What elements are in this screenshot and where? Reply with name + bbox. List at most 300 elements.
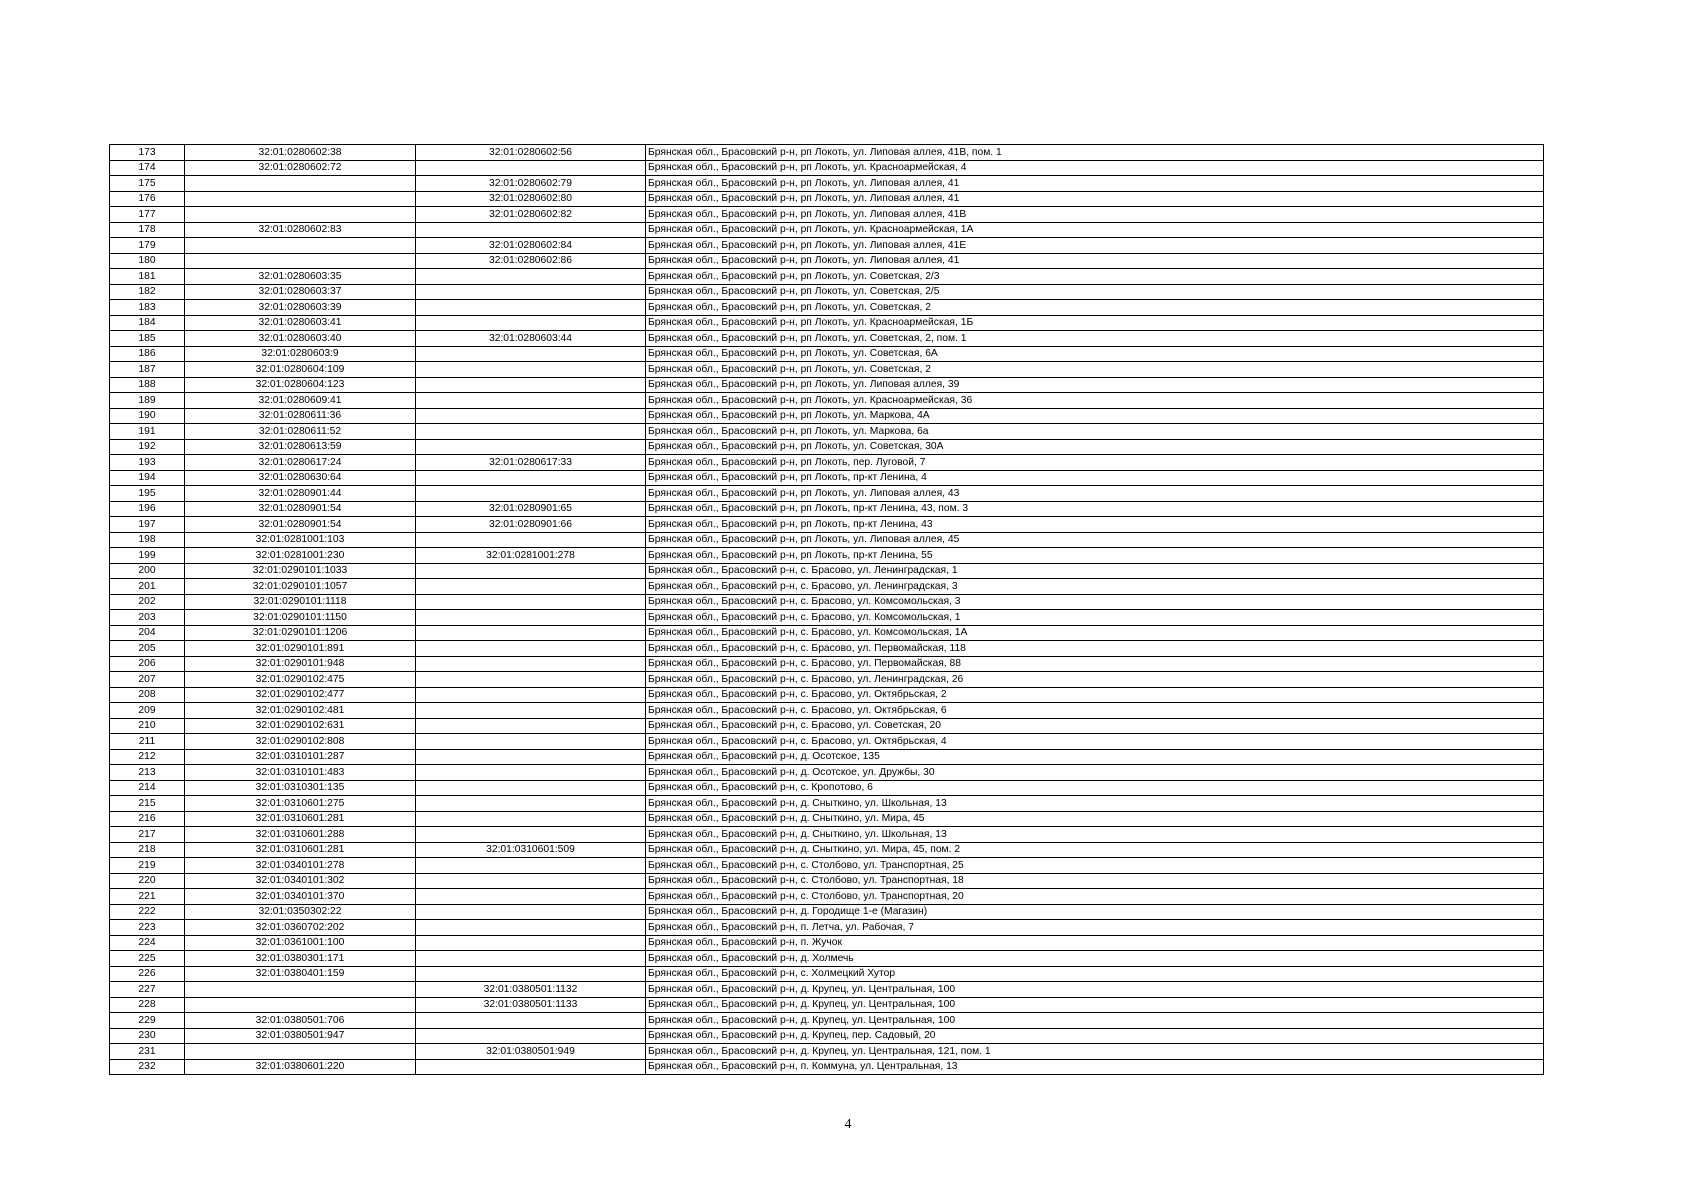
table-row (110, 486, 1544, 502)
row-number-cell: 202 (110, 594, 185, 610)
cadastral-number-cell: 32:01:0290102:481 (185, 703, 416, 719)
table-row (110, 687, 1544, 703)
row-number-cell: 174 (110, 160, 185, 176)
row-number-cell: 232 (110, 1059, 185, 1075)
table-row (110, 1028, 1544, 1044)
room-cadastral-number-cell (416, 470, 646, 486)
address-cell: Брянская обл., Брасовский р-н, с. Брасово, ул. Первомайская, 88 (646, 656, 1544, 672)
room-cadastral-number-cell (416, 625, 646, 641)
table-row (110, 625, 1544, 641)
cadastral-number-cell: 32:01:0340101:370 (185, 889, 416, 905)
address-cell: Брянская обл., Брасовский р-н, с. Брасово, ул. Первомайская, 118 (646, 641, 1544, 657)
address-cell: Брянская обл., Брасовский р-н, д. Крупец, ул. Центральная, 100 (646, 982, 1544, 998)
cadastral-number-cell: 32:01:0280603:39 (185, 300, 416, 316)
row-number-cell: 211 (110, 734, 185, 750)
table-row (110, 284, 1544, 300)
row-number-cell: 220 (110, 873, 185, 889)
room-cadastral-number-cell (416, 827, 646, 843)
row-number-cell: 222 (110, 904, 185, 920)
table-row (110, 315, 1544, 331)
table-row (110, 827, 1544, 843)
table-row (110, 408, 1544, 424)
address-cell: Брянская обл., Брасовский р-н, рп Локоть, ул. Маркова, 6а (646, 424, 1544, 440)
table-row (110, 563, 1544, 579)
address-cell: Брянская обл., Брасовский р-н, с. Брасово, ул. Октябрьская, 6 (646, 703, 1544, 719)
address-cell: Брянская обл., Брасовский р-н, рп Локоть, пр-кт Ленина, 43, пом. 3 (646, 501, 1544, 517)
row-number-cell: 176 (110, 191, 185, 207)
cadastral-number-cell: 32:01:0310601:281 (185, 842, 416, 858)
address-cell: Брянская обл., Брасовский р-н, рп Локоть, пр-кт Ленина, 43 (646, 517, 1544, 533)
address-cell: Брянская обл., Брасовский р-н, с. Брасово, ул. Комсомольская, 3 (646, 594, 1544, 610)
cadastral-number-cell (185, 207, 416, 223)
cadastral-number-cell: 32:01:0290101:1206 (185, 625, 416, 641)
table-row (110, 749, 1544, 765)
room-cadastral-number-cell (416, 966, 646, 982)
room-cadastral-number-cell (416, 579, 646, 595)
row-number-cell: 177 (110, 207, 185, 223)
table-row (110, 191, 1544, 207)
address-cell: Брянская обл., Брасовский р-н, рп Локоть, ул. Советская, 30А (646, 439, 1544, 455)
cadastral-number-cell: 32:01:0280603:37 (185, 284, 416, 300)
room-cadastral-number-cell: 32:01:0280602:79 (416, 176, 646, 192)
row-number-cell: 200 (110, 563, 185, 579)
room-cadastral-number-cell (416, 1059, 646, 1075)
table-row (110, 1044, 1544, 1060)
address-cell: Брянская обл., Брасовский р-н, д. Крупец, ул. Центральная, 121, пом. 1 (646, 1044, 1544, 1060)
row-number-cell: 173 (110, 145, 185, 161)
room-cadastral-number-cell (416, 532, 646, 548)
cadastral-number-cell: 32:01:0290101:1033 (185, 563, 416, 579)
cadastral-number-cell: 32:01:0310601:281 (185, 811, 416, 827)
address-cell: Брянская обл., Брасовский р-н, с. Столбово, ул. Транспортная, 18 (646, 873, 1544, 889)
room-cadastral-number-cell (416, 377, 646, 393)
table-row (110, 424, 1544, 440)
room-cadastral-number-cell: 32:01:0280617:33 (416, 455, 646, 471)
address-cell: Брянская обл., Брасовский р-н, п. Коммуна, ул. Центральная, 13 (646, 1059, 1544, 1075)
address-cell: Брянская обл., Брасовский р-н, с. Брасово, ул. Комсомольская, 1 (646, 610, 1544, 626)
room-cadastral-number-cell (416, 300, 646, 316)
room-cadastral-number-cell (416, 594, 646, 610)
address-cell: Брянская обл., Брасовский р-н, с. Брасово, ул. Октябрьская, 2 (646, 687, 1544, 703)
table-row (110, 656, 1544, 672)
address-cell: Брянская обл., Брасовский р-н, д. Городище 1-е (Магазин) (646, 904, 1544, 920)
address-cell: Брянская обл., Брасовский р-н, рп Локоть, ул. Маркова, 4А (646, 408, 1544, 424)
address-cell: Брянская обл., Брасовский р-н, рп Локоть, ул. Красноармейская, 1Б (646, 315, 1544, 331)
cadastral-number-cell: 32:01:0280604:123 (185, 377, 416, 393)
cadastral-number-cell: 32:01:0380501:947 (185, 1028, 416, 1044)
address-cell: Брянская обл., Брасовский р-н, с. Холмецкий Хутор (646, 966, 1544, 982)
table-row (110, 734, 1544, 750)
row-number-cell: 210 (110, 718, 185, 734)
room-cadastral-number-cell: 32:01:0310601:509 (416, 842, 646, 858)
address-cell: Брянская обл., Брасовский р-н, рп Локоть, пр-кт Ленина, 4 (646, 470, 1544, 486)
address-cell: Брянская обл., Брасовский р-н, д. Крупец, ул. Центральная, 100 (646, 1013, 1544, 1029)
table-row (110, 145, 1544, 161)
room-cadastral-number-cell (416, 734, 646, 750)
row-number-cell: 195 (110, 486, 185, 502)
table-row (110, 951, 1544, 967)
address-cell: Брянская обл., Брасовский р-н, рп Локоть, ул. Советская, 2/5 (646, 284, 1544, 300)
property-table (109, 144, 1544, 1075)
room-cadastral-number-cell (416, 486, 646, 502)
room-cadastral-number-cell: 32:01:0280602:56 (416, 145, 646, 161)
row-number-cell: 188 (110, 377, 185, 393)
address-cell: Брянская обл., Брасовский р-н, рп Локоть, ул. Красноармейская, 4 (646, 160, 1544, 176)
row-number-cell: 225 (110, 951, 185, 967)
cadastral-number-cell: 32:01:0310601:288 (185, 827, 416, 843)
address-cell: Брянская обл., Брасовский р-н, рп Локоть, ул. Советская, 6А (646, 346, 1544, 362)
row-number-cell: 205 (110, 641, 185, 657)
table-row (110, 222, 1544, 238)
cadastral-number-cell (185, 997, 416, 1013)
cadastral-number-cell: 32:01:0290101:948 (185, 656, 416, 672)
cadastral-number-cell: 32:01:0280603:9 (185, 346, 416, 362)
room-cadastral-number-cell (416, 362, 646, 378)
table-row (110, 1013, 1544, 1029)
address-cell: Брянская обл., Брасовский р-н, д. Сныткино, ул. Школьная, 13 (646, 827, 1544, 843)
address-cell: Брянская обл., Брасовский р-н, рп Локоть, ул. Советская, 2 (646, 362, 1544, 378)
row-number-cell: 221 (110, 889, 185, 905)
cadastral-number-cell: 32:01:0350302:22 (185, 904, 416, 920)
table-row (110, 517, 1544, 533)
room-cadastral-number-cell: 32:01:0280602:86 (416, 253, 646, 269)
row-number-cell: 197 (110, 517, 185, 533)
room-cadastral-number-cell (416, 1028, 646, 1044)
table-row (110, 594, 1544, 610)
row-number-cell: 226 (110, 966, 185, 982)
room-cadastral-number-cell (416, 284, 646, 300)
row-number-cell: 192 (110, 439, 185, 455)
room-cadastral-number-cell (416, 811, 646, 827)
room-cadastral-number-cell (416, 1013, 646, 1029)
cadastral-number-cell: 32:01:0280603:35 (185, 269, 416, 285)
cadastral-number-cell: 32:01:0310301:135 (185, 780, 416, 796)
address-cell: Брянская обл., Брасовский р-н, рп Локоть, ул. Советская, 2/3 (646, 269, 1544, 285)
cadastral-number-cell: 32:01:0290101:1118 (185, 594, 416, 610)
table-row (110, 935, 1544, 951)
cadastral-number-cell (185, 238, 416, 254)
row-number-cell: 223 (110, 920, 185, 936)
address-cell: Брянская обл., Брасовский р-н, рп Локоть, ул. Липовая аллея, 41В, пом. 1 (646, 145, 1544, 161)
room-cadastral-number-cell (416, 904, 646, 920)
room-cadastral-number-cell (416, 718, 646, 734)
row-number-cell: 181 (110, 269, 185, 285)
room-cadastral-number-cell: 32:01:0380501:949 (416, 1044, 646, 1060)
room-cadastral-number-cell (416, 408, 646, 424)
row-number-cell: 182 (110, 284, 185, 300)
row-number-cell: 203 (110, 610, 185, 626)
table-row (110, 904, 1544, 920)
table-row (110, 842, 1544, 858)
table-row (110, 393, 1544, 409)
table-row (110, 982, 1544, 998)
room-cadastral-number-cell (416, 641, 646, 657)
cadastral-number-cell: 32:01:0280611:52 (185, 424, 416, 440)
cadastral-number-cell: 32:01:0290101:891 (185, 641, 416, 657)
row-number-cell: 207 (110, 672, 185, 688)
cadastral-number-cell: 32:01:0340101:302 (185, 873, 416, 889)
row-number-cell: 196 (110, 501, 185, 517)
address-cell: Брянская обл., Брасовский р-н, д. Сныткино, ул. Мира, 45, пом. 2 (646, 842, 1544, 858)
table-row (110, 672, 1544, 688)
address-cell: Брянская обл., Брасовский р-н, рп Локоть, ул. Советская, 2 (646, 300, 1544, 316)
room-cadastral-number-cell: 32:01:0280602:84 (416, 238, 646, 254)
address-cell: Брянская обл., Брасовский р-н, с. Брасово, ул. Ленинградская, 1 (646, 563, 1544, 579)
room-cadastral-number-cell (416, 563, 646, 579)
room-cadastral-number-cell (416, 439, 646, 455)
room-cadastral-number-cell: 32:01:0380501:1133 (416, 997, 646, 1013)
room-cadastral-number-cell (416, 393, 646, 409)
row-number-cell: 214 (110, 780, 185, 796)
room-cadastral-number-cell: 32:01:0280603:44 (416, 331, 646, 347)
address-cell: Брянская обл., Брасовский р-н, п. Жучок (646, 935, 1544, 951)
table-row (110, 718, 1544, 734)
table-row (110, 470, 1544, 486)
cadastral-number-cell: 32:01:0380601:220 (185, 1059, 416, 1075)
table-row (110, 253, 1544, 269)
address-cell: Брянская обл., Брасовский р-н, рп Локоть, ул. Красноармейская, 36 (646, 393, 1544, 409)
cadastral-number-cell: 32:01:0280630:64 (185, 470, 416, 486)
address-cell: Брянская обл., Брасовский р-н, с. Брасово, ул. Комсомольская, 1А (646, 625, 1544, 641)
address-cell: Брянская обл., Брасовский р-н, с. Брасово, ул. Ленинградская, 3 (646, 579, 1544, 595)
cadastral-number-cell: 32:01:0290101:1150 (185, 610, 416, 626)
room-cadastral-number-cell: 32:01:0280901:66 (416, 517, 646, 533)
room-cadastral-number-cell (416, 703, 646, 719)
room-cadastral-number-cell: 32:01:0280602:82 (416, 207, 646, 223)
row-number-cell: 230 (110, 1028, 185, 1044)
cadastral-number-cell: 32:01:0281001:103 (185, 532, 416, 548)
table-row (110, 858, 1544, 874)
address-cell: Брянская обл., Брасовский р-н, д. Осотское, 135 (646, 749, 1544, 765)
address-cell: Брянская обл., Брасовский р-н, рп Локоть, пр-кт Ленина, 55 (646, 548, 1544, 564)
address-cell: Брянская обл., Брасовский р-н, рп Локоть, ул. Красноармейская, 1А (646, 222, 1544, 238)
row-number-cell: 178 (110, 222, 185, 238)
table-row (110, 1059, 1544, 1075)
address-cell: Брянская обл., Брасовский р-н, д. Осотское, ул. Дружбы, 30 (646, 765, 1544, 781)
row-number-cell: 216 (110, 811, 185, 827)
cadastral-number-cell: 32:01:0280611:36 (185, 408, 416, 424)
row-number-cell: 218 (110, 842, 185, 858)
table-row (110, 796, 1544, 812)
address-cell: Брянская обл., Брасовский р-н, рп Локоть, ул. Липовая аллея, 41Е (646, 238, 1544, 254)
room-cadastral-number-cell (416, 672, 646, 688)
cadastral-number-cell: 32:01:0380301:171 (185, 951, 416, 967)
cadastral-number-cell: 32:01:0310101:287 (185, 749, 416, 765)
cadastral-number-cell (185, 176, 416, 192)
address-cell: Брянская обл., Брасовский р-н, д. Крупец, пер. Садовый, 20 (646, 1028, 1544, 1044)
room-cadastral-number-cell (416, 346, 646, 362)
room-cadastral-number-cell (416, 858, 646, 874)
cadastral-number-cell: 32:01:0280602:83 (185, 222, 416, 238)
room-cadastral-number-cell: 32:01:0280901:65 (416, 501, 646, 517)
room-cadastral-number-cell (416, 796, 646, 812)
room-cadastral-number-cell (416, 765, 646, 781)
table-row (110, 269, 1544, 285)
row-number-cell: 199 (110, 548, 185, 564)
address-cell: Брянская обл., Брасовский р-н, рп Локоть, ул. Липовая аллея, 41В (646, 207, 1544, 223)
cadastral-number-cell (185, 253, 416, 269)
room-cadastral-number-cell (416, 873, 646, 889)
cadastral-number-cell: 32:01:0380501:706 (185, 1013, 416, 1029)
cadastral-number-cell (185, 982, 416, 998)
table-row (110, 160, 1544, 176)
table-row (110, 532, 1544, 548)
cadastral-number-cell: 32:01:0280603:41 (185, 315, 416, 331)
table-row (110, 455, 1544, 471)
room-cadastral-number-cell (416, 935, 646, 951)
cadastral-number-cell: 32:01:0280609:41 (185, 393, 416, 409)
row-number-cell: 175 (110, 176, 185, 192)
table-row (110, 362, 1544, 378)
table-row (110, 765, 1544, 781)
cadastral-number-cell: 32:01:0280901:44 (185, 486, 416, 502)
address-cell: Брянская обл., Брасовский р-н, рп Локоть, ул. Липовая аллея, 41 (646, 176, 1544, 192)
cadastral-number-cell: 32:01:0290102:477 (185, 687, 416, 703)
address-cell: Брянская обл., Брасовский р-н, с. Брасово, ул. Ленинградская, 26 (646, 672, 1544, 688)
row-number-cell: 184 (110, 315, 185, 331)
room-cadastral-number-cell: 32:01:0380501:1132 (416, 982, 646, 998)
table-row (110, 207, 1544, 223)
table-body (110, 145, 1544, 1075)
cadastral-number-cell: 32:01:0290102:475 (185, 672, 416, 688)
cadastral-number-cell: 32:01:0280613:59 (185, 439, 416, 455)
room-cadastral-number-cell: 32:01:0281001:278 (416, 548, 646, 564)
address-cell: Брянская обл., Брасовский р-н, с. Брасово, ул. Октябрьская, 4 (646, 734, 1544, 750)
room-cadastral-number-cell (416, 780, 646, 796)
row-number-cell: 206 (110, 656, 185, 672)
cadastral-number-cell: 32:01:0360702:202 (185, 920, 416, 936)
table-row (110, 780, 1544, 796)
row-number-cell: 180 (110, 253, 185, 269)
room-cadastral-number-cell (416, 749, 646, 765)
row-number-cell: 217 (110, 827, 185, 843)
address-cell: Брянская обл., Брасовский р-н, рп Локоть, ул. Липовая аллея, 41 (646, 191, 1544, 207)
cadastral-number-cell: 32:01:0290101:1057 (185, 579, 416, 595)
room-cadastral-number-cell (416, 656, 646, 672)
row-number-cell: 213 (110, 765, 185, 781)
row-number-cell: 186 (110, 346, 185, 362)
table-row (110, 346, 1544, 362)
room-cadastral-number-cell (416, 889, 646, 905)
row-number-cell: 227 (110, 982, 185, 998)
row-number-cell: 215 (110, 796, 185, 812)
row-number-cell: 219 (110, 858, 185, 874)
cadastral-number-cell: 32:01:0310101:483 (185, 765, 416, 781)
cadastral-number-cell: 32:01:0380401:159 (185, 966, 416, 982)
row-number-cell: 190 (110, 408, 185, 424)
cadastral-number-cell: 32:01:0290102:631 (185, 718, 416, 734)
cadastral-number-cell: 32:01:0280901:54 (185, 517, 416, 533)
table-row (110, 331, 1544, 347)
page-number: 4 (844, 1117, 852, 1132)
address-cell: Брянская обл., Брасовский р-н, с. Столбово, ул. Транспортная, 25 (646, 858, 1544, 874)
cadastral-number-cell: 32:01:0280602:38 (185, 145, 416, 161)
room-cadastral-number-cell (416, 222, 646, 238)
table-row (110, 610, 1544, 626)
table-row (110, 811, 1544, 827)
address-cell: Брянская обл., Брасовский р-н, рп Локоть, ул. Липовая аллея, 43 (646, 486, 1544, 502)
room-cadastral-number-cell: 32:01:0280602:80 (416, 191, 646, 207)
row-number-cell: 204 (110, 625, 185, 641)
address-cell: Брянская обл., Брасовский р-н, с. Столбово, ул. Транспортная, 20 (646, 889, 1544, 905)
row-number-cell: 183 (110, 300, 185, 316)
table-row (110, 889, 1544, 905)
cadastral-number-cell (185, 191, 416, 207)
cadastral-number-cell: 32:01:0280602:72 (185, 160, 416, 176)
row-number-cell: 224 (110, 935, 185, 951)
table-row (110, 501, 1544, 517)
cadastral-number-cell (185, 1044, 416, 1060)
table-row (110, 548, 1544, 564)
address-cell: Брянская обл., Брасовский р-н, п. Летча, ул. Рабочая, 7 (646, 920, 1544, 936)
address-cell: Брянская обл., Брасовский р-н, д. Крупец, ул. Центральная, 100 (646, 997, 1544, 1013)
row-number-cell: 201 (110, 579, 185, 595)
row-number-cell: 191 (110, 424, 185, 440)
row-number-cell: 194 (110, 470, 185, 486)
table-row (110, 920, 1544, 936)
address-cell: Брянская обл., Брасовский р-н, с. Брасово, ул. Советская, 20 (646, 718, 1544, 734)
cadastral-number-cell: 32:01:0340101:278 (185, 858, 416, 874)
cadastral-number-cell: 32:01:0280603:40 (185, 331, 416, 347)
room-cadastral-number-cell (416, 951, 646, 967)
row-number-cell: 209 (110, 703, 185, 719)
room-cadastral-number-cell (416, 610, 646, 626)
table-row (110, 641, 1544, 657)
room-cadastral-number-cell (416, 315, 646, 331)
table-row (110, 238, 1544, 254)
table-row (110, 703, 1544, 719)
room-cadastral-number-cell (416, 424, 646, 440)
table-row (110, 579, 1544, 595)
row-number-cell: 185 (110, 331, 185, 347)
address-cell: Брянская обл., Брасовский р-н, с. Кропотово, 6 (646, 780, 1544, 796)
cadastral-number-cell: 32:01:0290102:808 (185, 734, 416, 750)
table-row (110, 873, 1544, 889)
address-cell: Брянская обл., Брасовский р-н, д. Сныткино, ул. Школьная, 13 (646, 796, 1544, 812)
row-number-cell: 212 (110, 749, 185, 765)
room-cadastral-number-cell (416, 920, 646, 936)
cadastral-number-cell: 32:01:0310601:275 (185, 796, 416, 812)
cadastral-number-cell: 32:01:0280901:54 (185, 501, 416, 517)
cadastral-number-cell: 32:01:0361001:100 (185, 935, 416, 951)
row-number-cell: 187 (110, 362, 185, 378)
table-row (110, 377, 1544, 393)
cadastral-number-cell: 32:01:0280604:109 (185, 362, 416, 378)
room-cadastral-number-cell (416, 160, 646, 176)
table-row (110, 966, 1544, 982)
address-cell: Брянская обл., Брасовский р-н, рп Локоть, ул. Липовая аллея, 41 (646, 253, 1544, 269)
row-number-cell: 229 (110, 1013, 185, 1029)
address-cell: Брянская обл., Брасовский р-н, рп Локоть, ул. Советская, 2, пом. 1 (646, 331, 1544, 347)
table-row (110, 439, 1544, 455)
table-row (110, 997, 1544, 1013)
row-number-cell: 179 (110, 238, 185, 254)
table-row (110, 300, 1544, 316)
address-cell: Брянская обл., Брасовский р-н, рп Локоть, ул. Липовая аллея, 45 (646, 532, 1544, 548)
row-number-cell: 189 (110, 393, 185, 409)
room-cadastral-number-cell (416, 687, 646, 703)
room-cadastral-number-cell (416, 269, 646, 285)
address-cell: Брянская обл., Брасовский р-н, д. Сныткино, ул. Мира, 45 (646, 811, 1544, 827)
address-cell: Брянская обл., Брасовский р-н, д. Холмечь (646, 951, 1544, 967)
table-row (110, 176, 1544, 192)
cadastral-number-cell: 32:01:0280617:24 (185, 455, 416, 471)
row-number-cell: 228 (110, 997, 185, 1013)
address-cell: Брянская обл., Брасовский р-н, рп Локоть, ул. Липовая аллея, 39 (646, 377, 1544, 393)
address-cell: Брянская обл., Брасовский р-н, рп Локоть, пер. Луговой, 7 (646, 455, 1544, 471)
cadastral-number-cell: 32:01:0281001:230 (185, 548, 416, 564)
row-number-cell: 208 (110, 687, 185, 703)
